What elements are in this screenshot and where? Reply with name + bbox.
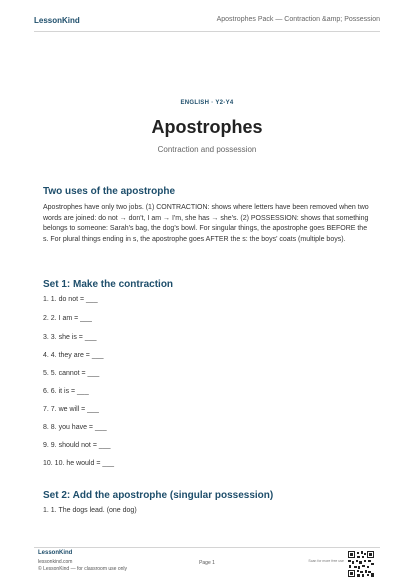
qr-code-icon[interactable] — [348, 551, 374, 577]
set1-question: 7. 7. we will = ___ — [43, 406, 99, 413]
set1-question: 9. 9. should not = ___ — [43, 442, 111, 449]
set2-heading: Set 2: Add the apostrophe (singular possession) — [43, 490, 274, 501]
set1-question: 4. 4. they are = ___ — [43, 352, 104, 359]
page-header — [0, 0, 414, 32]
qr-caption: Scan for more free use — [308, 559, 344, 563]
set1-question: 8. 8. you have = ___ — [43, 424, 107, 431]
footer-brand: LessonKind — [38, 550, 73, 556]
set1-question: 3. 3. she is = ___ — [43, 334, 97, 341]
set2-question: 1. 1. The dogs lead. (one dog) — [43, 507, 137, 514]
header-divider — [34, 31, 380, 32]
page-title: Apostrophes — [151, 117, 263, 137]
footer-copyright: © LessonKind — for classroom use only — [38, 566, 128, 572]
set1-question: 1. 1. do not = ___ — [43, 296, 98, 303]
brand-logo[interactable]: LessonKind — [34, 16, 80, 25]
pack-title: Apostrophes Pack — Contraction &amp; Possession — [216, 16, 380, 23]
page-subtitle: Contraction and possession — [157, 145, 257, 154]
intro-heading: Two uses of the apostrophe — [43, 186, 176, 197]
set1-heading: Set 1: Make the contraction — [43, 279, 174, 290]
footer-site-link[interactable]: lessonkind.com — [38, 559, 73, 565]
set1-question: 6. 6. it is = ___ — [43, 388, 89, 395]
subject-eyebrow: ENGLISH · Y2-Y4 — [180, 100, 234, 106]
set1-question: 10. 10. he would = ___ — [43, 460, 115, 467]
set1-question: 2. 2. I am = ___ — [43, 315, 92, 322]
set1-question: 5. 5. cannot = ___ — [43, 370, 100, 377]
page-number: Page 1 — [199, 560, 215, 566]
intro-paragraph: Apostrophes have only two jobs. (1) CONTRACTION: shows where letters have been removed when two words are joined: do not → don't, I am → I'm, she has → she's. (2) POSSESSION: shows that something belongs to someone: Sarah's bag, the dog's bowl. For singular things, the apostrophe goes BEFORE the s. For plural things ending in s, the apostrophe goes AFTER the s: the boys' coats (multiple boys). — [43, 204, 369, 243]
footer-divider — [34, 547, 380, 548]
